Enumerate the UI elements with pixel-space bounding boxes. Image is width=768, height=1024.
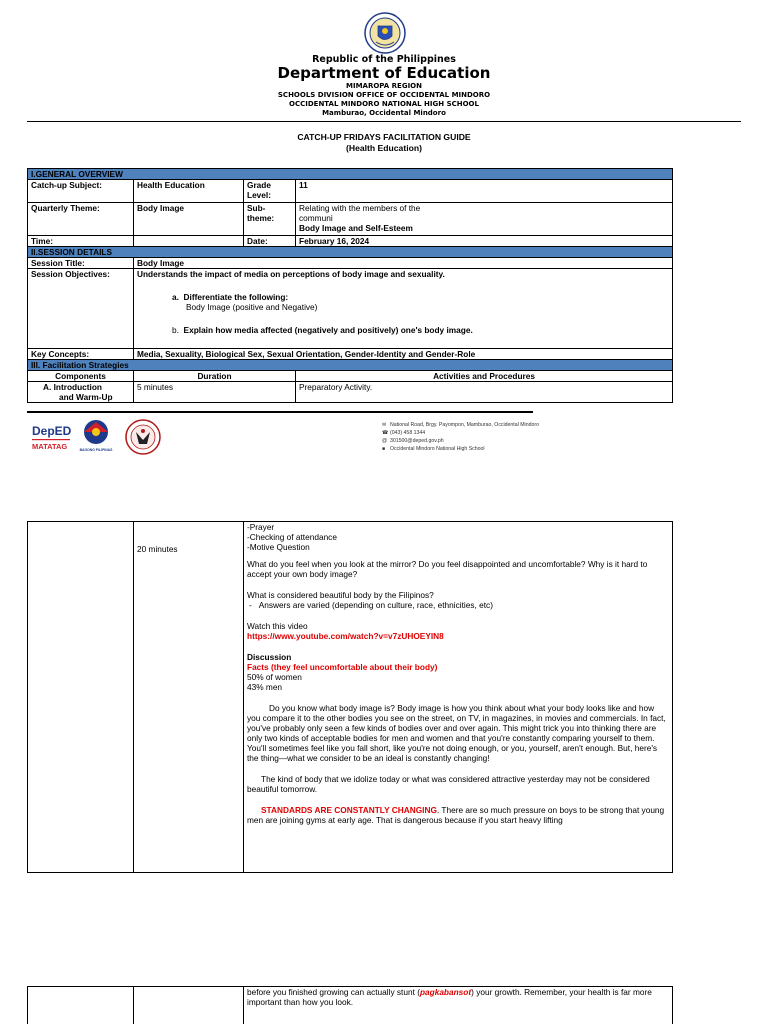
guide-title: CATCH-UP FRIDAYS FACILITATION GUIDE bbox=[297, 132, 471, 142]
facebook-icon: ■ bbox=[382, 446, 386, 452]
time-value bbox=[134, 236, 244, 247]
theme-label: Quarterly Theme: bbox=[28, 203, 134, 236]
contact-address: National Road, Brgy. Payompon, Mamburao, Occidental Mindoro bbox=[390, 422, 539, 428]
video-link[interactable]: https://www.youtube.com/watch?v=v7zUHOEYIN8 bbox=[247, 631, 444, 641]
growth-text-a: before you finished growing can actually stunt ( bbox=[247, 987, 420, 997]
subtheme-label: Sub-theme: bbox=[244, 203, 296, 236]
deped-seal-icon bbox=[364, 12, 406, 54]
cont-component bbox=[28, 522, 134, 873]
cont-activities bbox=[244, 522, 673, 873]
subject-label: Catch-up Subject: bbox=[28, 180, 134, 203]
objective-a-marker: a. bbox=[172, 292, 179, 302]
theme-value: Body Image bbox=[134, 203, 244, 236]
intro-component-line-2: and Warm-Up bbox=[59, 392, 113, 402]
question-2-answer: Answers are varied (depending on culture, race, ethnicities, etc) bbox=[258, 600, 493, 610]
stunt-term: pagkabansot bbox=[419, 987, 472, 997]
intro-component bbox=[28, 382, 134, 403]
objectives-label: Session Objectives: bbox=[28, 269, 134, 349]
grade-label: Grade Level: bbox=[244, 180, 296, 203]
fact-women: 50% of women bbox=[247, 672, 302, 682]
idol-paragraph: The kind of body that we idolize today or what was considered attractive yesterday may not be considered beautiful tomorrow. bbox=[247, 774, 650, 794]
discussion-heading: Discussion bbox=[247, 652, 292, 662]
grade-value: 11 bbox=[296, 180, 673, 203]
header-divider bbox=[27, 121, 741, 122]
session-title-label: Session Title: bbox=[28, 258, 134, 269]
intro-component-line-1: A. Introduction bbox=[43, 382, 102, 392]
objectives-main: Understands the impact of media on perceptions of body image and sexuality. bbox=[137, 269, 445, 279]
date-label: Date: bbox=[244, 236, 296, 247]
section-general-overview: I.GENERAL OVERVIEW bbox=[28, 169, 673, 180]
intro-duration: 5 minutes bbox=[134, 382, 296, 403]
objective-b-marker: b. bbox=[172, 325, 179, 335]
col-duration-header: Duration bbox=[134, 371, 296, 382]
objective-b: Explain how media affected (negatively and positively) one's body image. bbox=[183, 325, 473, 335]
cont-duration-cell bbox=[134, 522, 244, 873]
contact-block bbox=[382, 421, 539, 453]
fact-men: 43% men bbox=[247, 682, 283, 692]
standards-paragraph: . There are so much pressure on boys to be strong that young men are joining gyms at early age. That is dangerous because if you start heavy lifting bbox=[247, 805, 665, 825]
location-line: Mamburao, Occidental Mindoro bbox=[322, 109, 446, 117]
subtheme-value bbox=[296, 203, 673, 236]
continuation-table bbox=[27, 521, 673, 873]
date-value: February 16, 2024 bbox=[296, 236, 673, 247]
question-2-bullet: - bbox=[249, 600, 252, 610]
division-line: SCHOOLS DIVISION OFFICE OF OCCIDENTAL MINDORO bbox=[277, 91, 491, 99]
subtheme-line-1: Relating with the members of the bbox=[299, 203, 421, 213]
section-session-details: II.SESSION DETAILS bbox=[28, 247, 673, 258]
intro-activity: Preparatory Activity. bbox=[296, 382, 673, 403]
time-label: Time: bbox=[28, 236, 134, 247]
bagong-pilipinas-text: BAGONG PILIPINAS bbox=[79, 448, 113, 452]
standards-heading: STANDARDS ARE CONSTANTLY CHANGING bbox=[261, 805, 437, 815]
subtheme-line-3: Body Image and Self-Esteem bbox=[299, 223, 413, 233]
continuation-table-2 bbox=[27, 986, 673, 1024]
cont2-duration bbox=[134, 987, 244, 1024]
concepts-label: Key Concepts: bbox=[28, 349, 134, 360]
question-1: What do you feel when you look at the mirror? Do you feel disappointed and uncomfortable? Why is it hard to accept your own body image? bbox=[247, 559, 648, 579]
location-icon: ✉ bbox=[382, 422, 387, 428]
motive-item: -Motive Question bbox=[247, 542, 310, 552]
guide-subtitle: (Health Education) bbox=[346, 143, 422, 153]
growth-text-b: ) your growth. Remember, your health is far more important than how you look. bbox=[247, 987, 652, 1007]
cont2-activities bbox=[244, 987, 673, 1024]
facilitation-table bbox=[27, 168, 673, 403]
deped-matatag-logo bbox=[31, 421, 73, 455]
cont2-component bbox=[28, 987, 134, 1024]
watch-video: Watch this video bbox=[247, 621, 308, 631]
session-title-value: Body Image bbox=[134, 258, 673, 269]
body-image-paragraph: Do you know what body image is? Body image is how you think about what your body looks like and how you compare it to the other bodies you see on the street, on TV, in magazines, in movies and commercials. In fact, you've probably only seen a few kinds of bodies over and over again. This might trick you into thinking there are only two kinds of acceptable bodies for men and women and that you're constantly comparing yourself to them. You'll sometimes feel like you fall short, like you're not doing enough, or you, yourself, aren't enough. But, here's the thing—what we consider to be an ideal is constantly changing! bbox=[247, 703, 666, 763]
subtheme-line-2: communi bbox=[299, 213, 333, 223]
question-2: What is considered beautiful body by the Filipinos? bbox=[247, 590, 434, 600]
objective-a-detail: Body Image (positive and Negative) bbox=[186, 302, 318, 312]
contact-phone: (043) 458 1344 bbox=[390, 430, 426, 436]
school-line: OCCIDENTAL MINDORO NATIONAL HIGH SCHOOL bbox=[289, 100, 479, 108]
objectives-cell bbox=[134, 269, 673, 349]
department-name: Department of Education bbox=[277, 64, 491, 82]
section-facilitation-strategies: III. Facilitation Strategies bbox=[28, 360, 673, 371]
matatag-logo-text: MATATAG bbox=[32, 442, 68, 451]
prayer-item: -Prayer bbox=[247, 522, 275, 532]
facts-heading: Facts (they feel uncomfortable about their body) bbox=[247, 662, 438, 672]
concepts-value: Media, Sexuality, Biological Sex, Sexual Orientation, Gender-Identity and Gender-Role bbox=[134, 349, 673, 360]
contact-facebook: Occidental Mindoro National High School bbox=[390, 446, 485, 452]
school-seal-icon bbox=[123, 418, 163, 456]
attendance-item: -Checking of attendance bbox=[247, 532, 337, 542]
republic-line: Republic of the Philippines bbox=[312, 54, 456, 65]
deped-logo-text: DepED bbox=[32, 424, 72, 438]
objective-a: Differentiate the following: bbox=[183, 292, 289, 302]
phone-icon: ☎ bbox=[382, 430, 389, 436]
contact-email: 301500@deped.gov.ph bbox=[390, 438, 444, 444]
col-components-header: Components bbox=[28, 371, 134, 382]
bagong-pilipinas-logo bbox=[76, 418, 116, 454]
region-line: MIMAROPA REGION bbox=[346, 82, 422, 90]
col-activities-header: Activities and Procedures bbox=[296, 371, 673, 382]
footer-divider bbox=[27, 411, 533, 413]
cont-duration: 20 minutes bbox=[137, 544, 178, 554]
subject-value: Health Education bbox=[134, 180, 244, 203]
email-icon: @ bbox=[382, 438, 388, 444]
